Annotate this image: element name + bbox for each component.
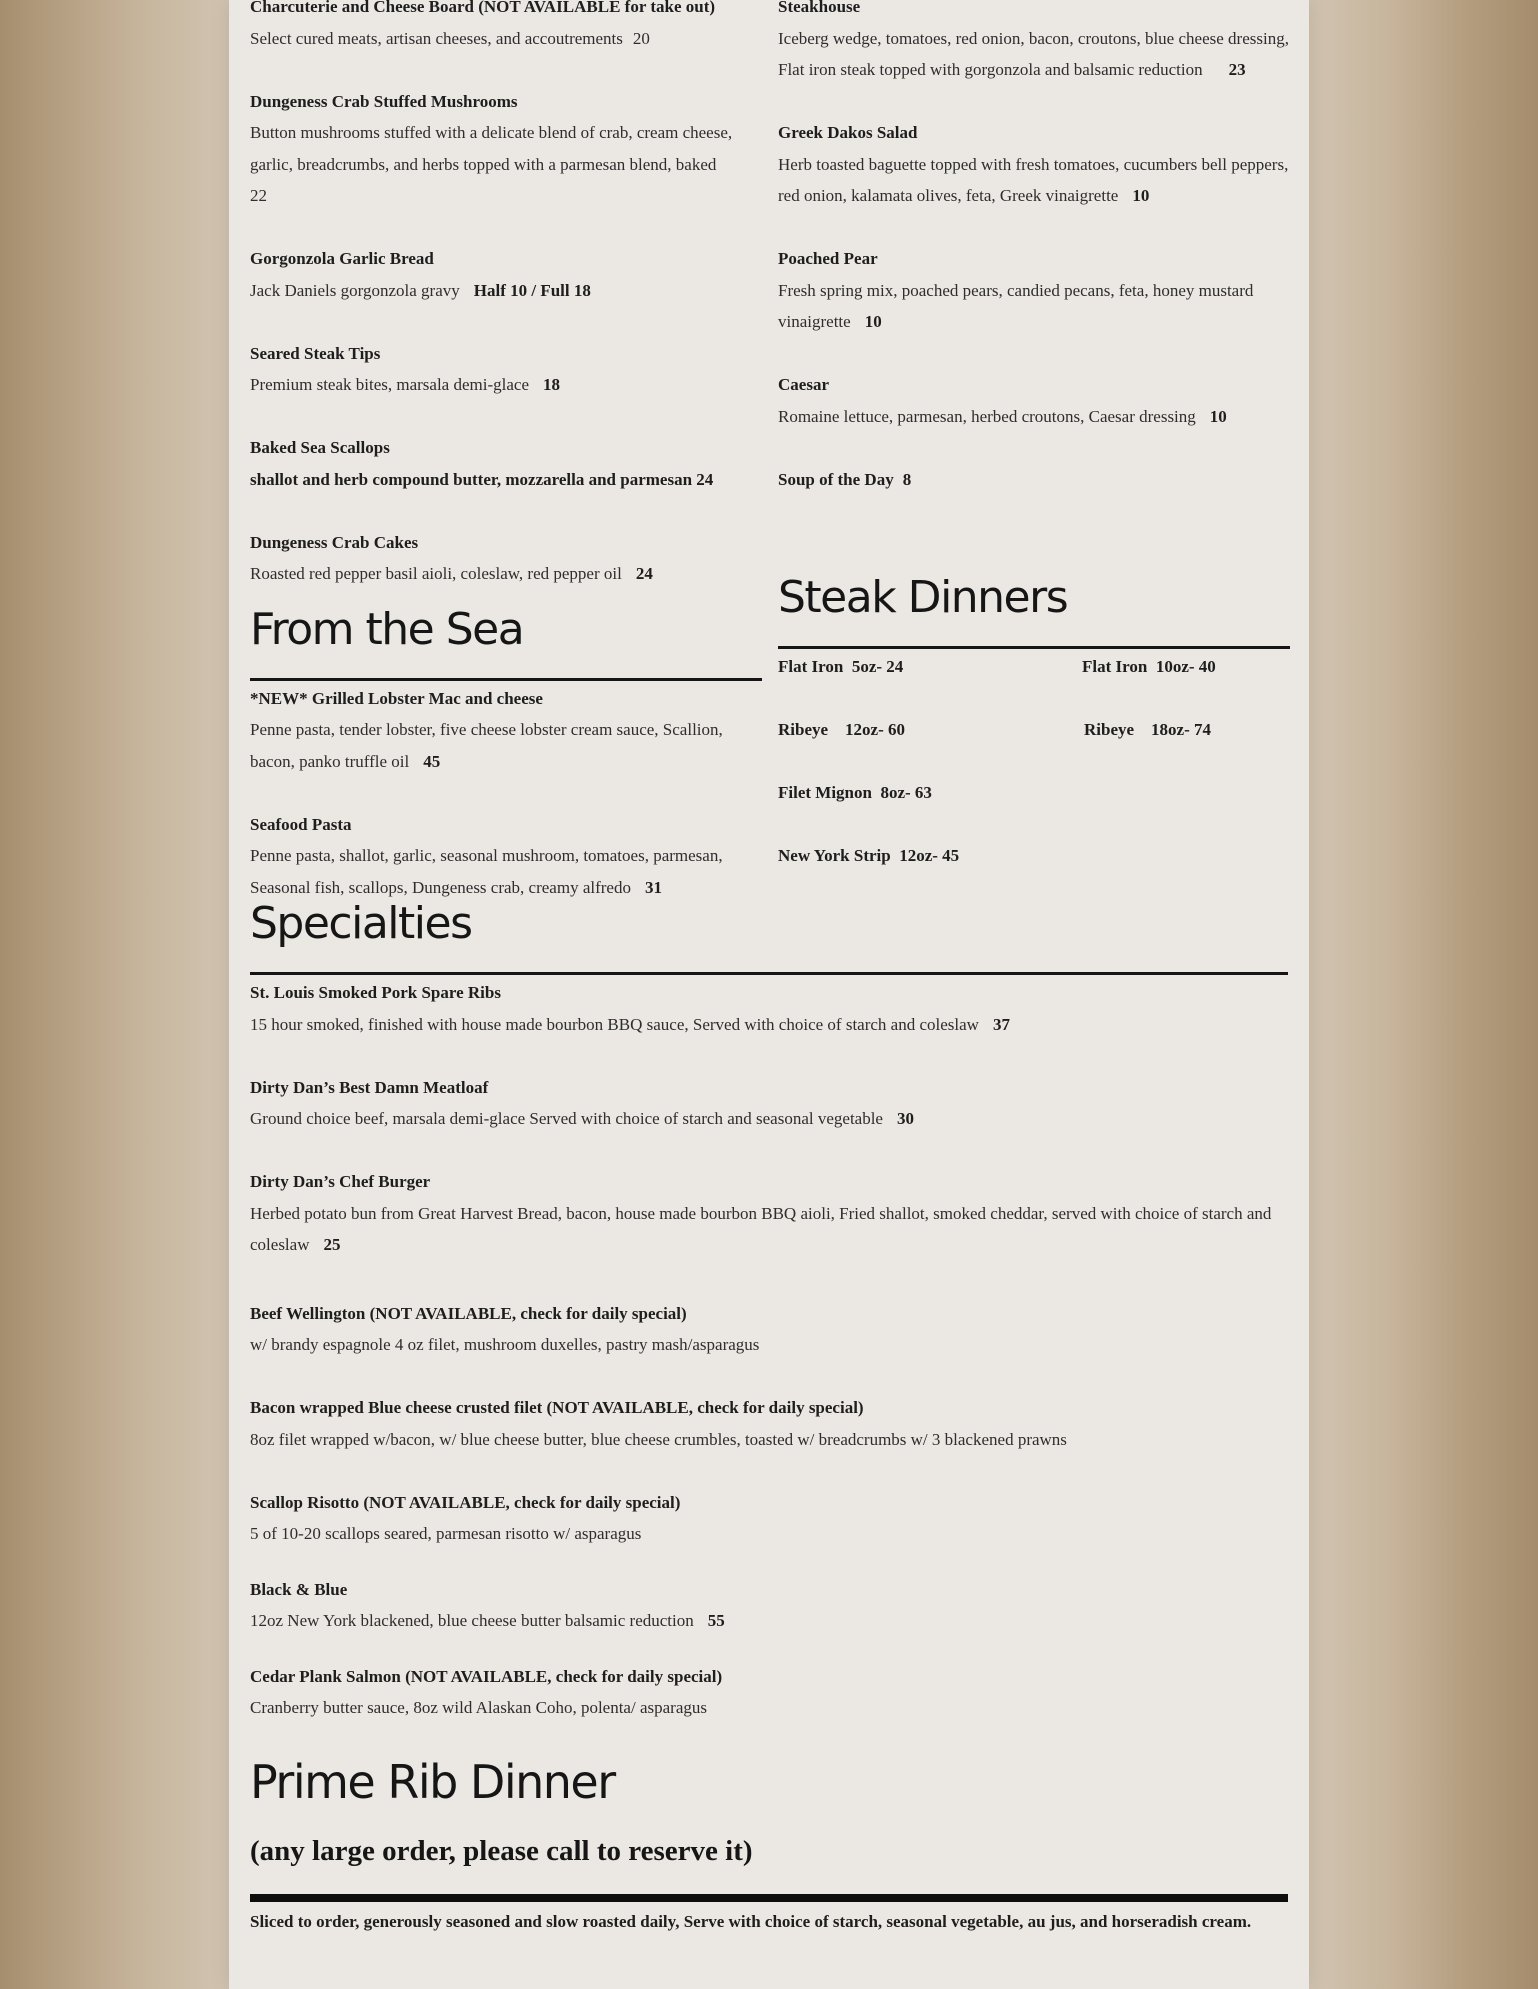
menu-item — [778, 243, 1290, 338]
item-name: Soup of the Day 8 — [778, 469, 912, 489]
item-description: Penne pasta, tender lobster, five cheese lobster cream sauce, Scallion, bacon, panko truffle oil 45 — [250, 720, 723, 771]
item-name: *NEW* Grilled Lobster Mac and cheese — [250, 688, 543, 708]
prime-rib-section — [250, 1755, 1288, 1938]
item-name: Black & Blue — [250, 1579, 348, 1599]
item-description: Premium steak bites, marsala demi-glace 18 — [250, 375, 560, 394]
item-description: shallot and herb compound butter, mozzarella and parmesan 24 — [250, 469, 714, 489]
steak-option: Ribeye 18oz- 74 — [1084, 720, 1212, 739]
item-name: Cedar Plank Salmon (NOT AVAILABLE, check for daily special) — [250, 1666, 723, 1686]
menu-item — [250, 338, 762, 401]
item-name: Dirty Dan’s Best Damn Meatloaf — [250, 1077, 489, 1097]
item-name: Dirty Dan’s Chef Burger — [250, 1172, 431, 1191]
item-name: Steakhouse — [778, 0, 861, 16]
menu-item — [250, 1072, 1288, 1135]
item-name: Beef Wellington (NOT AVAILABLE, check for daily special) — [250, 1303, 687, 1323]
menu-item — [250, 1487, 1288, 1550]
menu-item — [250, 1661, 1288, 1724]
salads-column — [778, 0, 1290, 903]
item-description: Romaine lettuce, parmesan, herbed croutons, Caesar dressing 10 — [778, 406, 1227, 426]
menu-item — [250, 1392, 1288, 1455]
prime-rib-subtitle: (any large order, please call to reserve it) — [250, 1835, 753, 1867]
item-name: Dungeness Crab Stuffed Mushrooms — [250, 91, 518, 111]
item-description: 5 of 10-20 scallops seared, parmesan risotto w/ asparagus — [250, 1524, 642, 1543]
item-description: 8oz filet wrapped w/bacon, w/ blue cheese butter, blue cheese crumbles, toasted w/ breadcrumbs w/ 3 blackened prawns — [250, 1429, 1067, 1449]
section-title-specialties: Specialties — [250, 898, 472, 949]
steak-option: Flat Iron 5oz- 24 — [778, 657, 904, 676]
item-description: 15 hour smoked, finished with house made bourbon BBQ sauce, Served with choice of starch and coleslaw 37 — [250, 1014, 1010, 1034]
item-description: Fresh spring mix, poached pears, candied pecans, feta, honey mustard vinaigrette 10 — [778, 280, 1254, 331]
menu-item — [778, 0, 1290, 86]
menu-item — [250, 1298, 1288, 1361]
item-price: 8 — [902, 469, 912, 489]
menu-item — [250, 527, 762, 590]
menu-item — [250, 683, 762, 778]
prime-rib-description: Sliced to order, generously seasoned and slow roasted daily, Serve with choice of starch, seasonal vegetable, au jus, and horseradish cream. — [250, 1912, 1252, 1931]
item-price: 10 — [1132, 186, 1150, 205]
item-description: Penne pasta, shallot, garlic, seasonal mushroom, tomatoes, parmesan, Seasonal fish, scallops, Dungeness crab, creamy alfredo 31 — [250, 846, 723, 897]
menu-item — [250, 432, 762, 495]
item-price: 37 — [992, 1014, 1010, 1034]
menu-item — [250, 0, 762, 54]
steak-row — [778, 777, 1290, 809]
item-price: 18 — [543, 375, 560, 394]
item-description: Button mushrooms stuffed with a delicate blend of crab, cream cheese, garlic, breadcrumbs, and herbs topped with a parmesan blend, baked 22 — [250, 123, 733, 205]
item-description: Roasted red pepper basil aioli, coleslaw, red pepper oil 24 — [250, 564, 653, 583]
item-price: 25 — [323, 1235, 341, 1254]
item-description: 12oz New York blackened, blue cheese butter balsamic reduction 55 — [250, 1611, 725, 1630]
section-title-prime-rib: Prime Rib Dinner — [250, 1755, 615, 1809]
menu-item — [250, 243, 762, 306]
menu-item — [778, 464, 1290, 496]
steak-row — [778, 714, 1290, 746]
item-price: 20 — [632, 28, 650, 48]
section-divider — [250, 1894, 1288, 1902]
item-name: Dungeness Crab Cakes — [250, 532, 419, 552]
item-description: Herb toasted baguette topped with fresh tomatoes, cucumbers bell peppers, red onion, kalamata olives, feta, Greek vinaigrette 10 — [778, 154, 1289, 205]
menu-page — [229, 0, 1309, 1989]
steak-row — [778, 651, 1290, 683]
item-price: 10 — [864, 312, 882, 331]
item-name: St. Louis Smoked Pork Spare Ribs — [250, 983, 501, 1002]
menu-item — [778, 117, 1290, 212]
menu-item — [250, 86, 762, 212]
item-name: Caesar — [778, 375, 829, 394]
item-description: Herbed potato bun from Great Harvest Bread, bacon, house made bourbon BBQ aioli, Fried shallot, smoked cheddar, served with choice of starch and coleslaw 25 — [250, 1203, 1272, 1254]
item-name: Gorgonzola Garlic Bread — [250, 249, 434, 268]
item-price: 23 — [1228, 60, 1246, 79]
steak-option: New York Strip 12oz- 45 — [778, 846, 960, 865]
menu-item — [778, 369, 1290, 432]
item-price: Half 10 / Full 18 — [473, 280, 591, 300]
section-title-steak: Steak Dinners — [778, 572, 1068, 623]
item-price: 24 — [635, 564, 653, 583]
item-name: Scallop Risotto (NOT AVAILABLE, check for daily special) — [250, 1492, 681, 1512]
item-description: Ground choice beef, marsala demi-glace Served with choice of starch and seasonal vegetable 30 — [250, 1109, 914, 1128]
item-name: Charcuterie and Cheese Board (NOT AVAILABLE for take out) — [250, 0, 716, 16]
item-price: 55 — [707, 1611, 725, 1630]
steak-option: Filet Mignon 8oz- 63 — [778, 783, 932, 802]
steak-option: Ribeye 12oz- 60 — [778, 720, 906, 739]
item-description: Cranberry butter sauce, 8oz wild Alaskan Coho, polenta/ asparagus — [250, 1698, 707, 1717]
item-name: Poached Pear — [778, 249, 878, 268]
menu-item — [250, 1574, 1288, 1637]
item-name: Bacon wrapped Blue cheese crusted filet (NOT AVAILABLE, check for daily special) — [250, 1398, 864, 1417]
item-price: 45 — [423, 751, 441, 771]
item-description: Select cured meats, artisan cheeses, and accoutrements 20 — [250, 28, 650, 48]
item-price: 10 — [1209, 406, 1227, 426]
item-description: w/ brandy espagnole 4 oz filet, mushroom duxelles, pastry mash/asparagus — [250, 1335, 760, 1354]
item-name: Baked Sea Scallops — [250, 438, 390, 457]
section-title-sea: From the Sea — [250, 603, 524, 655]
menu-item — [250, 977, 1288, 1040]
steak-option: Flat Iron 10oz- 40 — [1082, 657, 1216, 676]
menu-item — [250, 1166, 1288, 1261]
item-price: 31 — [644, 877, 662, 897]
item-name: Seared Steak Tips — [250, 343, 381, 363]
steak-row — [778, 840, 1290, 872]
specialties-section — [250, 898, 1288, 1724]
item-price: 30 — [896, 1109, 914, 1128]
appetizers-column — [250, 0, 762, 903]
item-name: Seafood Pasta — [250, 814, 352, 834]
item-price: 24 — [696, 469, 714, 489]
item-description: Iceberg wedge, tomatoes, red onion, bacon, croutons, blue cheese dressing, Flat iron steak topped with gorgonzola and balsamic reduction 23 — [778, 28, 1289, 79]
menu-item — [250, 809, 762, 904]
item-name: Greek Dakos Salad — [778, 123, 918, 142]
item-price: 22 — [250, 186, 267, 205]
item-description: Jack Daniels gorgonzola gravy Half 10 / Full 18 — [250, 280, 591, 300]
